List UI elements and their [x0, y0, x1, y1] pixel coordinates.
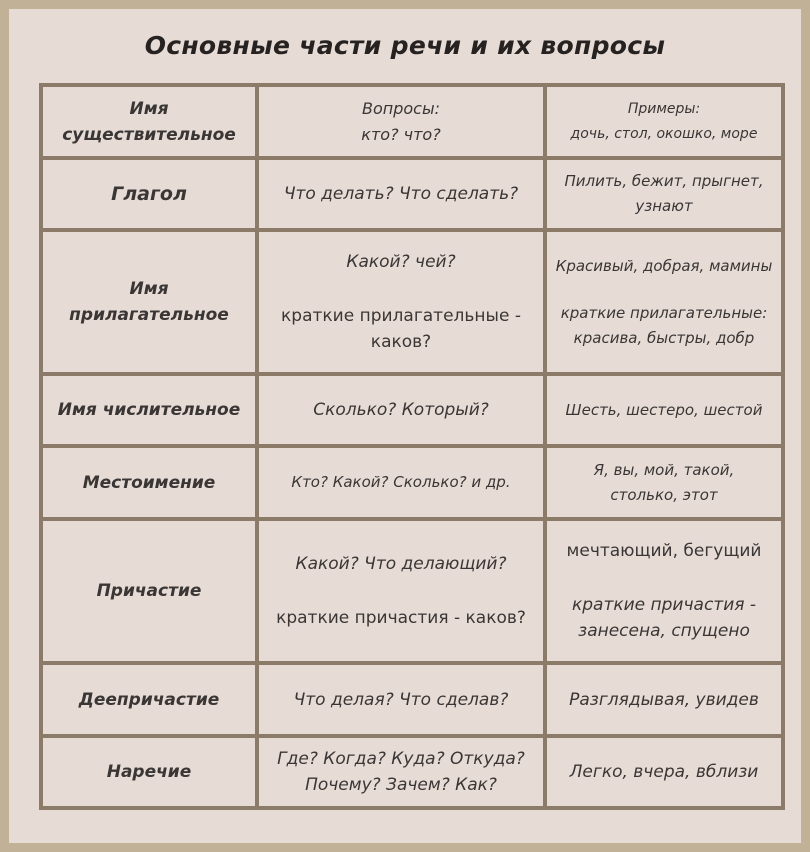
part-name: прилагательное — [69, 305, 229, 325]
part-name-cell — [41, 230, 257, 374]
spacer — [551, 279, 777, 301]
part-name-cell — [41, 663, 257, 736]
part-name: Имя — [129, 279, 169, 299]
examples-text: Примеры: — [627, 100, 701, 117]
table-row — [41, 374, 783, 446]
table-row — [41, 158, 783, 230]
questions-text: Сколько? Который? — [313, 400, 489, 420]
part-name: существительное — [62, 124, 236, 145]
table-row — [41, 736, 783, 808]
parts-of-speech-table — [39, 83, 785, 810]
table-row — [41, 85, 783, 158]
part-name: Местоимение — [82, 472, 216, 493]
questions-text: Где? Когда? Куда? Откуда? — [277, 749, 525, 769]
examples-cell — [545, 85, 783, 158]
examples-cell — [545, 519, 783, 663]
questions-text: краткие причастия - каков? — [276, 608, 526, 628]
examples-cell — [545, 374, 783, 446]
questions-cell — [257, 519, 545, 663]
questions-text: Почему? Зачем? Как? — [305, 775, 497, 795]
questions-cell — [257, 446, 545, 519]
part-name: Имя числительное — [57, 400, 241, 420]
questions-text: каков? — [370, 332, 432, 352]
questions-text: кто? что? — [361, 124, 441, 144]
questions-text: краткие прилагательные - — [281, 306, 521, 326]
page-title: Основные части речи и их вопросы — [144, 31, 666, 60]
questions-cell — [257, 85, 545, 158]
part-name: Деепричастие — [78, 689, 220, 710]
part-name: Имя — [129, 98, 169, 119]
part-name: Наречие — [106, 762, 192, 782]
examples-text: Шесть, шестеро, шестой — [565, 400, 763, 419]
questions-cell — [257, 158, 545, 230]
examples-text: Легко, вчера, вблизи — [569, 762, 759, 782]
examples-text: дочь, стол, окошко, море — [570, 125, 758, 142]
part-name-cell — [41, 736, 257, 808]
table-row — [41, 446, 783, 519]
examples-text: Пилить, бежит, прыгнет, — [564, 172, 764, 190]
questions-text: Вопросы: — [362, 98, 440, 118]
examples-text: узнают — [635, 197, 693, 215]
examples-text: столько, этот — [610, 485, 718, 504]
examples-text: мечтающий, бегущий — [566, 541, 762, 561]
examples-cell — [545, 736, 783, 808]
questions-cell — [257, 663, 545, 736]
table-row — [41, 230, 783, 374]
examples-cell — [545, 158, 783, 230]
part-name: Причастие — [96, 581, 202, 601]
examples-text: Разглядывая, увидев — [569, 689, 759, 710]
part-name-cell — [41, 85, 257, 158]
part-name-cell — [41, 446, 257, 519]
examples-cell — [545, 230, 783, 374]
part-name-cell — [41, 374, 257, 446]
questions-cell — [257, 230, 545, 374]
spacer — [551, 564, 777, 592]
examples-text: Я, вы, мой, такой, — [593, 460, 735, 479]
part-name: Глагол — [111, 183, 187, 205]
page — [9, 9, 801, 843]
questions-cell — [257, 374, 545, 446]
questions-text: Кто? Какой? Сколько? и др. — [291, 473, 511, 491]
examples-text: занесена, спущено — [578, 621, 750, 641]
examples-text: краткие причастия - — [571, 595, 757, 615]
questions-text: Что делая? Что сделав? — [293, 689, 509, 710]
questions-text: Какой? чей? — [346, 252, 456, 272]
questions-text: Что делать? Что сделать? — [283, 184, 519, 204]
part-name-cell — [41, 158, 257, 230]
questions-text: Какой? Что делающий? — [295, 554, 507, 574]
examples-text: краткие прилагательные: — [560, 303, 768, 322]
examples-cell — [545, 663, 783, 736]
spacer — [263, 275, 539, 303]
part-name-cell — [41, 519, 257, 663]
examples-text: красива, быстры, добр — [573, 328, 755, 347]
examples-text: Красивый, добрая, мамины — [555, 256, 773, 275]
examples-cell — [545, 446, 783, 519]
table-row — [41, 519, 783, 663]
spacer — [263, 577, 539, 605]
questions-cell — [257, 736, 545, 808]
table-row — [41, 663, 783, 736]
